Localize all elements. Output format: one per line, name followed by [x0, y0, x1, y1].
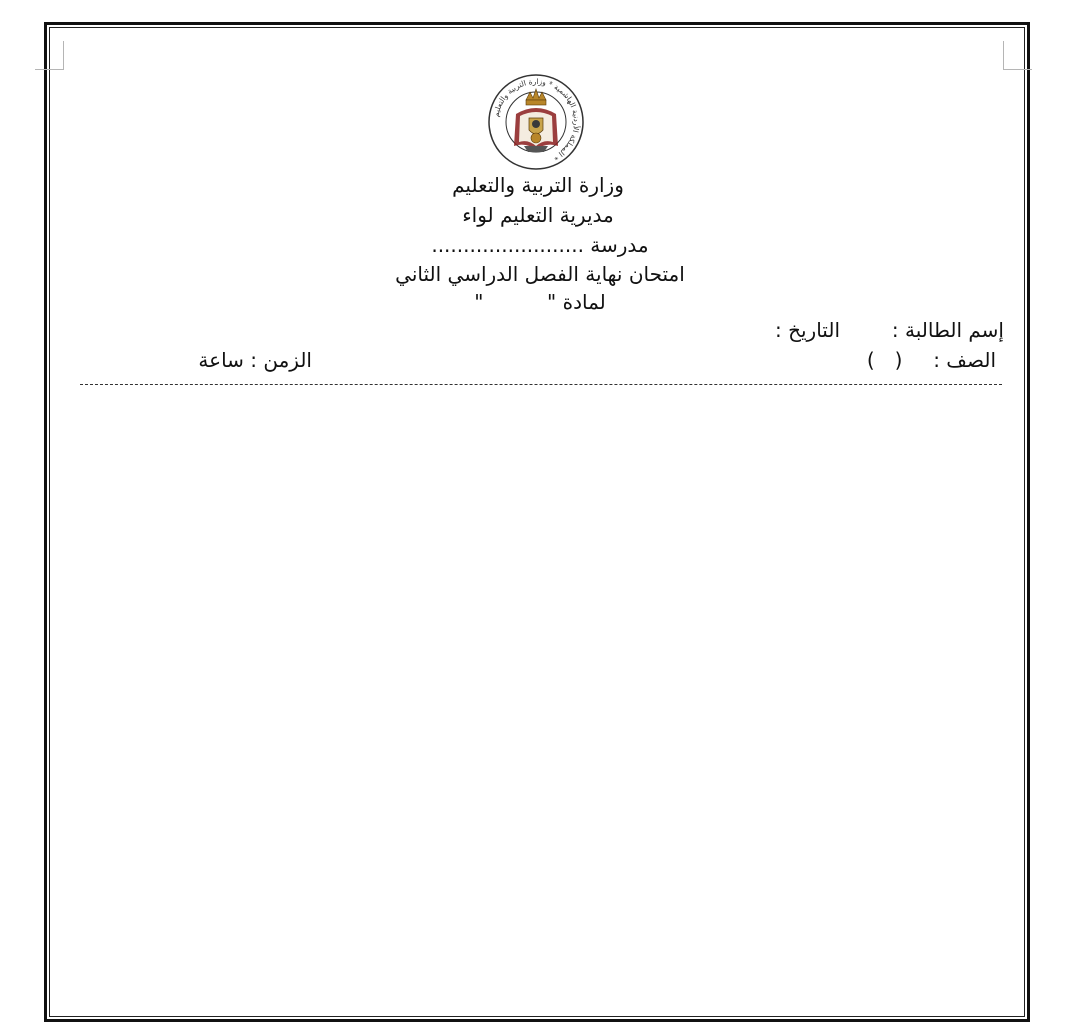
- separator-dashed-line: [80, 384, 1002, 385]
- ministry-title: وزارة التربية والتعليم: [452, 173, 624, 197]
- class-field: [867, 348, 996, 372]
- time-label: الزمن : ساعة: [198, 348, 312, 372]
- crop-mark-left: [35, 41, 64, 70]
- ministry-seal-logo: [486, 72, 586, 172]
- class-label: الصف :: [933, 348, 996, 372]
- date-label: التاريخ :: [774, 318, 840, 342]
- subject-line: لمادة " ": [474, 290, 606, 314]
- student-name-label: إسم الطالبة :: [891, 318, 1004, 342]
- class-paren-close: ): [866, 348, 875, 372]
- class-paren-open: (: [894, 348, 903, 372]
- directorate-title: مديرية التعليم لواء: [462, 203, 614, 227]
- seal-ring-text: المملكة الأردنية الهاشمية * وزارة التربية والتعليم *: [491, 76, 582, 163]
- school-line: مدرسة ........................: [431, 233, 649, 257]
- exam-title: امتحان نهاية الفصل الدراسي الثاني: [395, 262, 685, 286]
- crop-mark-right: [1003, 41, 1032, 70]
